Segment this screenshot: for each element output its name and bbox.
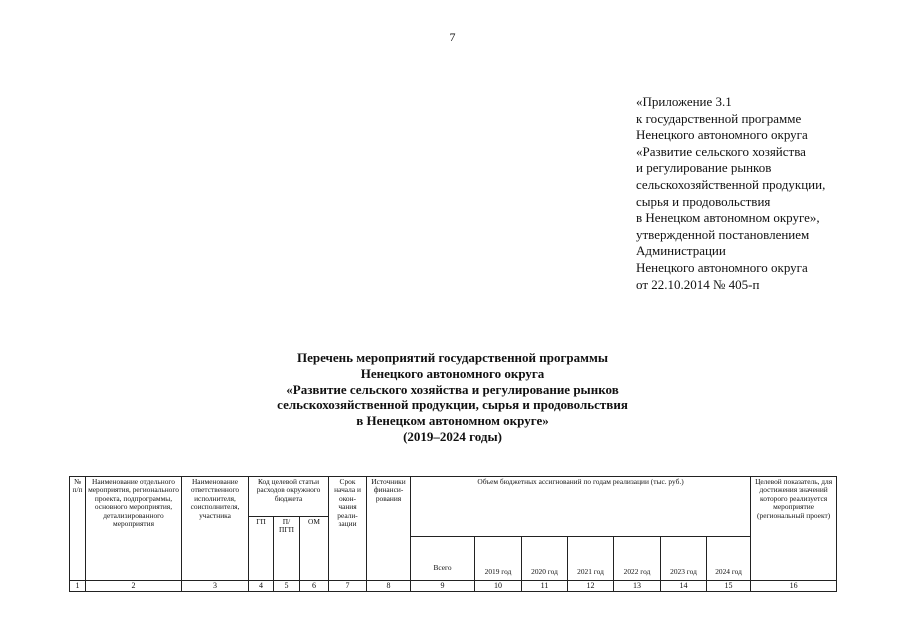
header-sources: Источники финанси-рования [367, 477, 411, 581]
header-year: 2023 год [661, 537, 707, 581]
column-number: 4 [249, 581, 274, 592]
title-line: сельскохозяйственной продукции, сырья и продовольствия [277, 397, 628, 413]
appendix-line: Администрации [636, 243, 726, 259]
page-number: 7 [449, 30, 456, 44]
column-number: 2 [86, 581, 182, 592]
header-year: 2024 год [707, 537, 751, 581]
column-number: 6 [300, 581, 329, 592]
column-number: 10 [475, 581, 522, 592]
appendix-line: в Ненецком автономном округе», [636, 210, 820, 226]
column-number: 11 [522, 581, 568, 592]
column-number: 13 [614, 581, 661, 592]
title-line: «Развитие сельского хозяйства и регулирование рынков [286, 381, 619, 397]
column-number: 15 [707, 581, 751, 592]
header-num: № п/п [70, 477, 86, 581]
appendix-line: Ненецкого автономного округа [636, 259, 808, 275]
column-number: 12 [568, 581, 614, 592]
column-number: 14 [661, 581, 707, 592]
header-pgp: П/ ПГП [274, 517, 300, 581]
appendix-line: Ненецкого автономного округа [636, 127, 808, 143]
appendix-line: сельскохозяйственной продукции, [636, 176, 826, 192]
activities-table [69, 476, 837, 592]
title-line: Перечень мероприятий государственной программы [296, 350, 609, 365]
appendix-line: «Развитие сельского хозяйства [636, 143, 806, 159]
header-budget-code: Код целевой статьи расходов окружного бюджета [249, 477, 329, 517]
title-line: Ненецкого автономного округа [360, 365, 545, 381]
column-number: 9 [411, 581, 475, 592]
appendix-line: к государственной программе [636, 110, 802, 126]
header-term: Срок начала и окон-чания реали-зации [329, 477, 367, 581]
header-year: 2022 год [614, 537, 661, 581]
header-gp: ГП [249, 517, 274, 581]
column-number: 1 [70, 581, 86, 592]
appendix-line: сырья и продовольствия [636, 193, 771, 209]
appendix-note [636, 94, 898, 293]
header-name: Наименование отдельного мероприятия, регионального проекта, подпрограммы, основного мероприятия, детализированного мероприятия [86, 477, 182, 581]
header-year: 2020 год [522, 537, 568, 581]
header-target: Целевой показатель, для достижения значений которого реализуется мероприятие (региональный проект) [751, 477, 837, 581]
header-executor: Наименование ответственного исполнителя, соисполнителя, участника [182, 477, 249, 581]
column-number: 16 [751, 581, 837, 592]
header-year: 2021 год [568, 537, 614, 581]
title-line: в Ненецком автономном округе» [356, 413, 549, 429]
header-volume: Объем бюджетных ассигнований по годам реализации (тыс. руб.) [411, 477, 751, 537]
header-total: Всего [411, 537, 475, 581]
appendix-line: от 22.10.2014 № 405-п [636, 276, 760, 292]
header-om: ОМ [300, 517, 329, 581]
header-year: 2019 год [475, 537, 522, 581]
document-title [0, 350, 905, 445]
column-number: 7 [329, 581, 367, 592]
appendix-line: утвержденной постановлением [636, 226, 810, 242]
appendix-line: и регулирование рынков [636, 160, 772, 176]
column-number: 3 [182, 581, 249, 592]
appendix-line: «Приложение 3.1 [636, 94, 732, 109]
title-line: (2019–2024 годы) [403, 428, 502, 444]
column-number: 5 [274, 581, 300, 592]
column-number: 8 [367, 581, 411, 592]
